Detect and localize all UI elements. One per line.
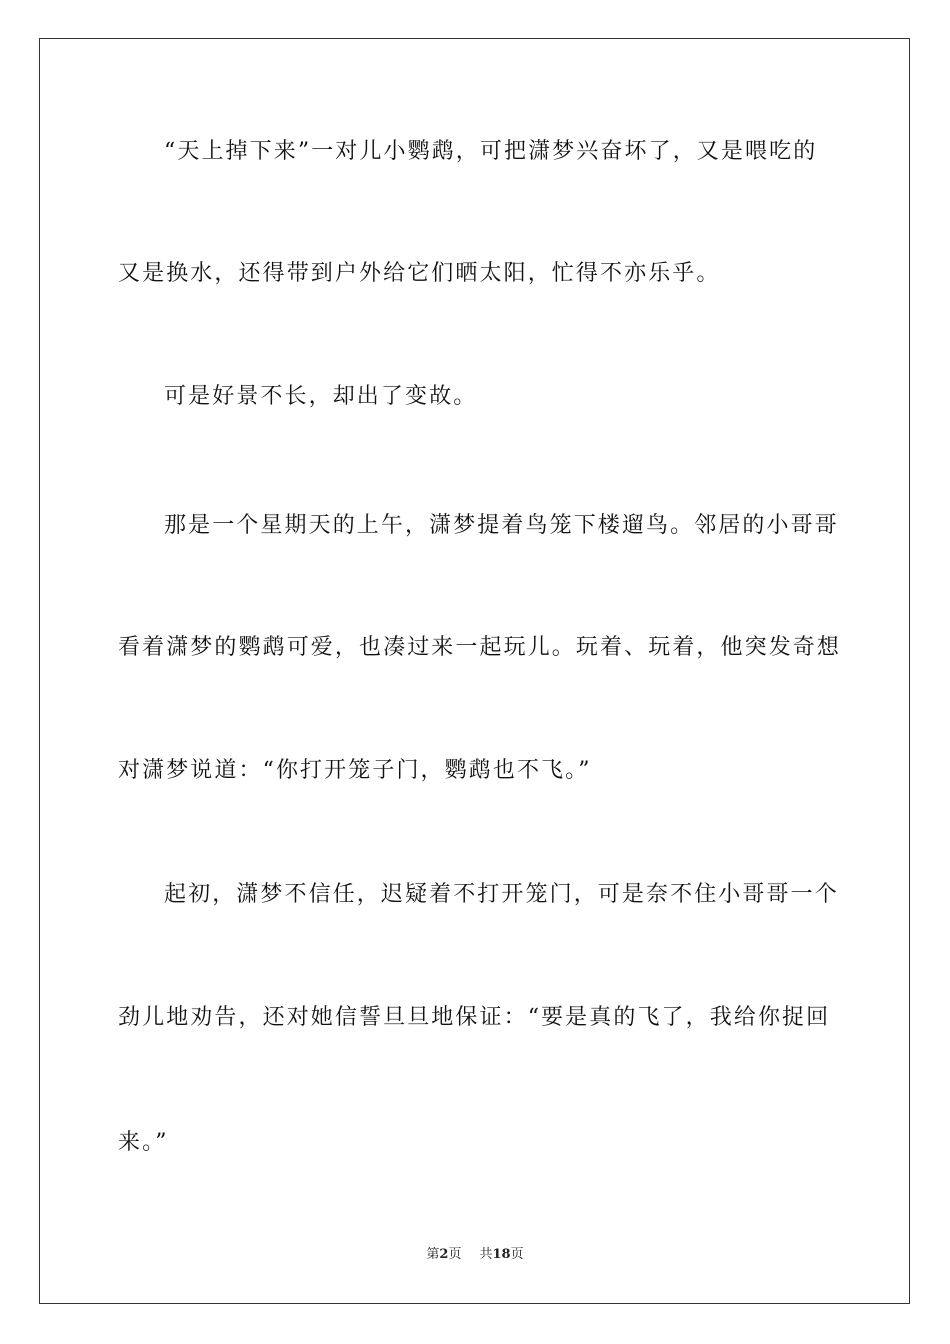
page-footer <box>0 1246 950 1264</box>
paragraph-3-line-1: 那是一个星期天的上午，潇梦提着鸟笼下楼遛鸟。邻居的小哥哥 <box>164 513 839 538</box>
page-prefix: 第 <box>426 1247 440 1262</box>
paragraph-1-line-2: 又是换水，还得带到户外给它们晒太阳，忙得不亦乐乎。 <box>118 261 721 286</box>
paragraph-3-line-3: 对潇梦说道：“你打开笼子门，鹦鹉也不飞。” <box>118 758 592 783</box>
paragraph-4-line-3: 来。” <box>118 1130 169 1155</box>
paragraph-3-line-2: 看着潇梦的鹦鹉可爱，也凑过来一起玩儿。玩着、玩着，他突发奇想 <box>118 635 842 660</box>
paragraph-4-line-2: 劲儿地劝告，还对她信誓旦旦地保证：“要是真的飞了，我给你捉回 <box>118 1005 831 1030</box>
page-suffix: 页 <box>448 1247 462 1262</box>
total-suffix: 页 <box>510 1247 524 1262</box>
total-pages: 18 <box>492 1247 511 1262</box>
paragraph-4-line-1: 起初，潇梦不信任，迟疑着不打开笼门，可是奈不住小哥哥一个 <box>164 882 839 907</box>
total-prefix: 共 <box>479 1247 493 1262</box>
paragraph-2-line-1: 可是好景不长，却出了变故。 <box>164 384 478 409</box>
paragraph-1-line-1: “天上掉下来”一对儿小鹦鹉，可把潇梦兴奋坏了，又是喂吃的 <box>164 139 818 164</box>
page-number: 2 <box>439 1247 449 1262</box>
page-border <box>39 38 910 1304</box>
